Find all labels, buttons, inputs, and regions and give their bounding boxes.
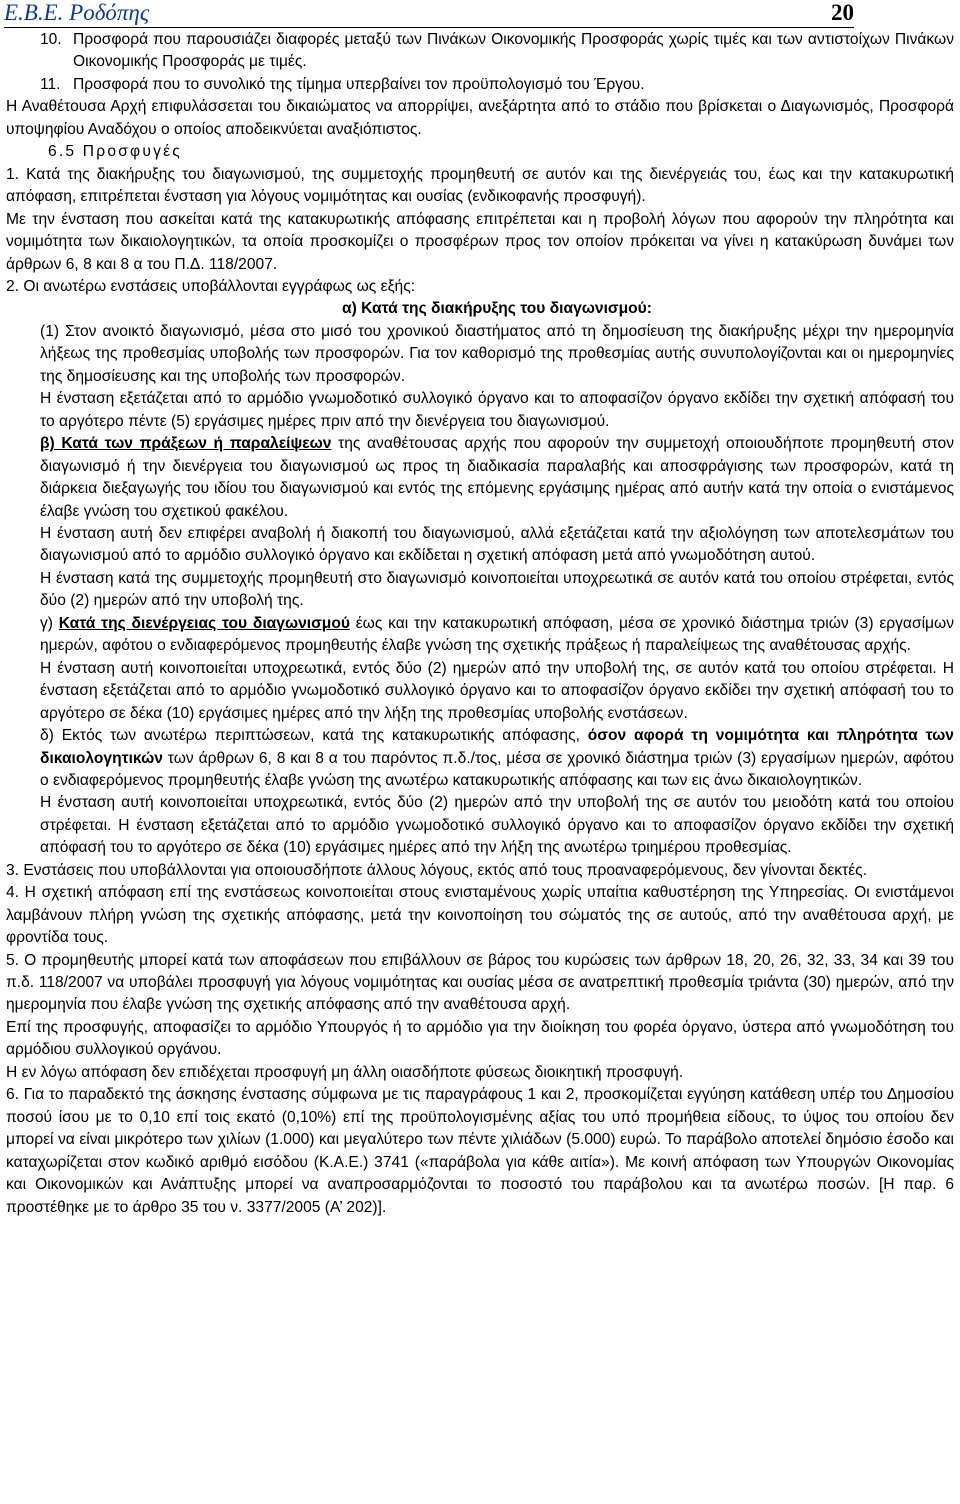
list-number: 10. — [40, 31, 62, 48]
subsection-a-paragraph-2: Η ένσταση εξετάζεται από το αρμόδιο γνωμοδοτικό συλλογικό όργανο και το αποφασίζον όργανο εκδίδει την σχετική απόφασή του το αργότερο πέντε (5) εργάσιμες ημέρες πριν από την διενέργεια του διαγωνισμού. — [40, 390, 954, 430]
subsection-a-heading — [6, 298, 954, 320]
subsection-d-prefix: δ) Εκτός των ανωτέρω περιπτώσεων, κατά της κατακυρωτικής απόφασης, — [40, 727, 588, 745]
subsection-b-paragraph-3: Η ένσταση κατά της συμμετοχής προμηθευτή στο διαγωνισμό κοινοποιείται υποχρεωτικά σε αυτόν κατά του οποίου στρέφεται, εντός δύο (2) ημερών από την υποβολή της. — [40, 569, 954, 610]
paragraph-5b: Επί της προσφυγής, αποφασίζει το αρμόδιο Υπουργός ή το αρμόδιο για την διοίκηση του φορέα όργανο, ύστερα από γνωμοδότηση του αρμόδιου συλλογικού οργάνου. — [6, 1018, 954, 1059]
paragraph-3: 3. Ενστάσεις που υποβάλλονται για οποιουσδήποτε άλλους λόγους, εκτός από τους προαναφερόμενους, δεν γίνονται δεκτές. — [6, 861, 868, 879]
list-text: Προσφορά που παρουσιάζει διαφορές μεταξύ των Πινάκων Οικονομικής Προσφοράς χωρίς τιμές και των αντιστοίχων Πινάκων Οικονομικής Προσφοράς με τιμές. — [73, 31, 954, 71]
paragraph-1: 1. Κατά της διακήρυξης του διαγωνισμού, της συμμετοχής προμηθευτή σε αυτόν και της διενέργειάς του, έως και την κατακυρωτική απόφαση, επιτρέπεται ένσταση για λόγους νομιμότητας και ουσίας (ενδικοφανής προσφυγή). — [6, 165, 954, 206]
subsection-b-heading-text: β) Κατά των πράξεων ή παραλείψεων — [40, 435, 332, 453]
subsection-g-prefix: γ) — [40, 614, 59, 632]
paragraph-1b: Με την ένσταση που ασκείται κατά της κατακυρωτικής απόφασης επιτρέπεται και η προβολή λόγων που αφορούν την πληρότητα και νομιμότητα των δικαιολογητικών, τα οποία προσκομίζει ο προσφέρων προς τον οποίον πρόκειται να γίνει η κατακύρωση δυνάμει των άρθρων 6, 8 και 8 α του Π.Δ. 118/2007. — [6, 210, 954, 273]
subsection-b-heading — [40, 435, 331, 452]
authority-paragraph: Η Αναθέτουσα Αρχή επιφυλάσσεται του δικαιώματος να απορρίψει, ανεξάρτητα από το στάδιο που βρίσκεται ο Διαγωνισμός, Προσφορά υποψηφίου Αναδόχου ο οποίος αποδεικνύεται αναξιόπιστος. — [6, 98, 954, 138]
document-body — [6, 29, 954, 1219]
subsection-d-text: των άρθρων 6, 8 και 8 α του παρόντος π.δ./τος, μέσα σε χρονικό διάστημα τριών (3) εργασίμων ημερών, αφότου ο ενδιαφερόμενος προμηθευτής έλαβε γνώση της ανωτέρω κατακυρωτικής απόφασης και των εις άνω δικαιολογητικών. — [40, 749, 954, 789]
paragraph-4: 4. Η σχετική απόφαση επί της ενστάσεως κοινοποιείται στους ενισταμένους χωρίς υπαίτια καθυστέρηση της Υπηρεσίας. Οι ενιστάμενοι λαμβάνουν πλήρη γνώση της σχετικής απόφασης, μετά την κοινοποίηση του σώματός της σε αυτούς, από την αναθέτουσα αρχή, με φροντίδα τους. — [6, 884, 954, 947]
paragraph-5: 5. Ο προμηθευτής μπορεί κατά των αποφάσεων που επιβάλλουν σε βάρος του κυρώσεις των άρθρων 18, 20, 26, 32, 33, 34 και 39 του π.δ. 118/2007 να υποβάλει προσφυγή για λόγους νομιμότητας και ουσίας μέσα σε ανατρεπτική προθεσμία τριάντα (30) ημερών, από την ημερομηνία που έλαβε γνώση της σχετικής απόφασης από την αναθέτουσα αρχή. — [6, 951, 954, 1014]
exclusion-item-10 — [6, 29, 954, 74]
subsection-g-heading-text: Κατά της διενέργειας του διαγωνισμού — [58, 614, 350, 632]
page-number: 20 — [831, 0, 854, 25]
paragraph-6: 6. Για το παραδεκτό της άσκησης ένστασης σύμφωνα με τις παραγράφους 1 και 2, προσκομίζεται εγγύηση κατάθεση υπέρ του Δημοσίου ποσού ίσου με το 0,10 επί τοις εκατό (0,10%) επί της προϋπολογισμένης αξίας του υπό προμήθεια είδους, το ύψος του οποίου δεν μπορεί να είναι μικρότερο των χιλίων (1.000) και μεγαλύτερο των πέντε χιλιάδων (5.000) ευρώ. Το παράβολο αποτελεί δημόσιο έσοδο και καταχωρίζεται στον κωδικό αριθμό εισόδου (Κ.Α.Ε.) 3741 («παράβολα για κάθε αιτία»). Με κοινή απόφαση των Υπουργών Οικονομίας και Οικονομικών και Ανάπτυξης μπορεί να αναπροσαρμόζονται το ποσοστό του παράβολου και τα ανωτέρω ποσών. [Η παρ. 6 προστέθηκε με το άρθρο 35 του ν. 3377/2005 (Α’ 202)]. — [6, 1086, 954, 1216]
subsection-a-heading-text: α) Κατά της διακήρυξης του διαγωνισμού: — [342, 300, 652, 318]
page-header — [4, 0, 854, 28]
paragraph-5c: Η εν λόγω απόφαση δεν επιδέχεται προσφυγή μη άλλη οιασδήποτε φύσεως διοικητική προσφυγή. — [6, 1063, 684, 1081]
list-text: Προσφορά που το συνολικό της τίμημα υπερβαίνει τον προϋπολογισμό του Έργου. — [73, 75, 645, 93]
subsection-a-paragraph-1: (1) Στον ανοικτό διαγωνισμό, μέσα στο μισό του χρονικού διαστήματος από τη δημοσίευση της διακήρυξης μέχρι την ημερομηνία λήξεως της προθεσμίας υποβολής των προσφορών. Για τον καθορισμό της προθεσμίας αυτής συνυπολογίζονται και οι ημερομηνίες της δημοσίευσης και της υποβολής των προσφορών. — [40, 322, 954, 385]
exclusion-item-11 — [6, 74, 954, 96]
organization-name: Ε.Β.Ε. Ροδόπης — [4, 0, 150, 25]
subsection-g-paragraph-1 — [6, 613, 954, 658]
subsection-d-bold-text: όσον αφορά τη νομιμότητα και πληρότητα των δικαιολογητικών — [40, 727, 954, 767]
section-heading: 6.5 Προσφυγές — [48, 143, 182, 161]
subsection-d-paragraph-1 — [6, 725, 954, 792]
subsection-b-paragraph-1 — [6, 433, 954, 523]
list-number: 11. — [40, 75, 61, 93]
subsection-g-text: έως και την κατακυρωτική απόφαση, μέσα σε χρονικό διάστημα τριών (3) εργασίμων ημερών, αφότου ο ενδιαφερόμενος προμηθευτής έλαβε γνώση της σχετικής πράξεως ή παραλείψεως της αναθέτουσας αρχής. — [40, 614, 954, 655]
subsection-b-text: της αναθέτουσας αρχής που αφορούν την συμμετοχή οποιουδήποτε προμηθευτή στον διαγωνισμό ή την διενέργεια του διαγωνισμού ως προς τη διαδικασία παραλαβής και αποσφράγισης των προσφορών, κατά τη διάρκεια διεξαγωγής του ιδίου του διαγωνισμού και εντός της επόμενης εργάσιμης ημέρας από αυτήν κατά την οποία ο ενιστάμενος έλαβε γνώση του σχετικού φακέλου. — [40, 435, 954, 520]
subsection-g-paragraph-2: Η ένσταση αυτή κοινοποιείται υποχρεωτικά, εντός δύο (2) ημερών από την υποβολή της, σε αυτόν κατά του οποίου στρέφεται. Η ένσταση εξετάζεται από το αρμόδιο γνωμοδοτικό συλλογικό όργανο και το αποφασίζον όργανο εκδίδει την σχετική απόφασή του το αργότερο σε δέκα (10) εργάσιμες ημέρες από την λήξη της προθεσμίας υποβολής ενστάσεων. — [40, 659, 954, 722]
subsection-d-paragraph-2: Η ένσταση αυτή κοινοποιείται υποχρεωτικά, εντός δύο (2) ημερών από την υποβολή της σε αυτόν του μειοδότη κατά του οποίου στρέφεται. Η ένσταση εξετάζεται από το αρμόδιο γνωμοδοτικό συλλογικό όργανο και το αποφασίζον όργανο εκδίδει την σχετική απόφασή του το αργότερο σε δέκα (10) εργάσιμες ημέρες από την λήξη της ανωτέρω τριημέρου προθεσμίας. — [40, 794, 954, 857]
paragraph-2: 2. Οι ανωτέρω ενστάσεις υποβάλλονται εγγράφως ως εξής: — [6, 277, 416, 295]
subsection-g-heading — [59, 615, 350, 632]
subsection-b-paragraph-2: Η ένσταση αυτή δεν επιφέρει αναβολή ή διακοπή του διαγωνισμού, αλλά εξετάζεται κατά την αξιολόγηση των αποτελεσμάτων του διαγωνισμού από το αρμόδιο συλλογικό όργανο και εκδίδεται η σχετική απόφαση μετά από γνωμοδότηση αυτού. — [40, 524, 954, 565]
